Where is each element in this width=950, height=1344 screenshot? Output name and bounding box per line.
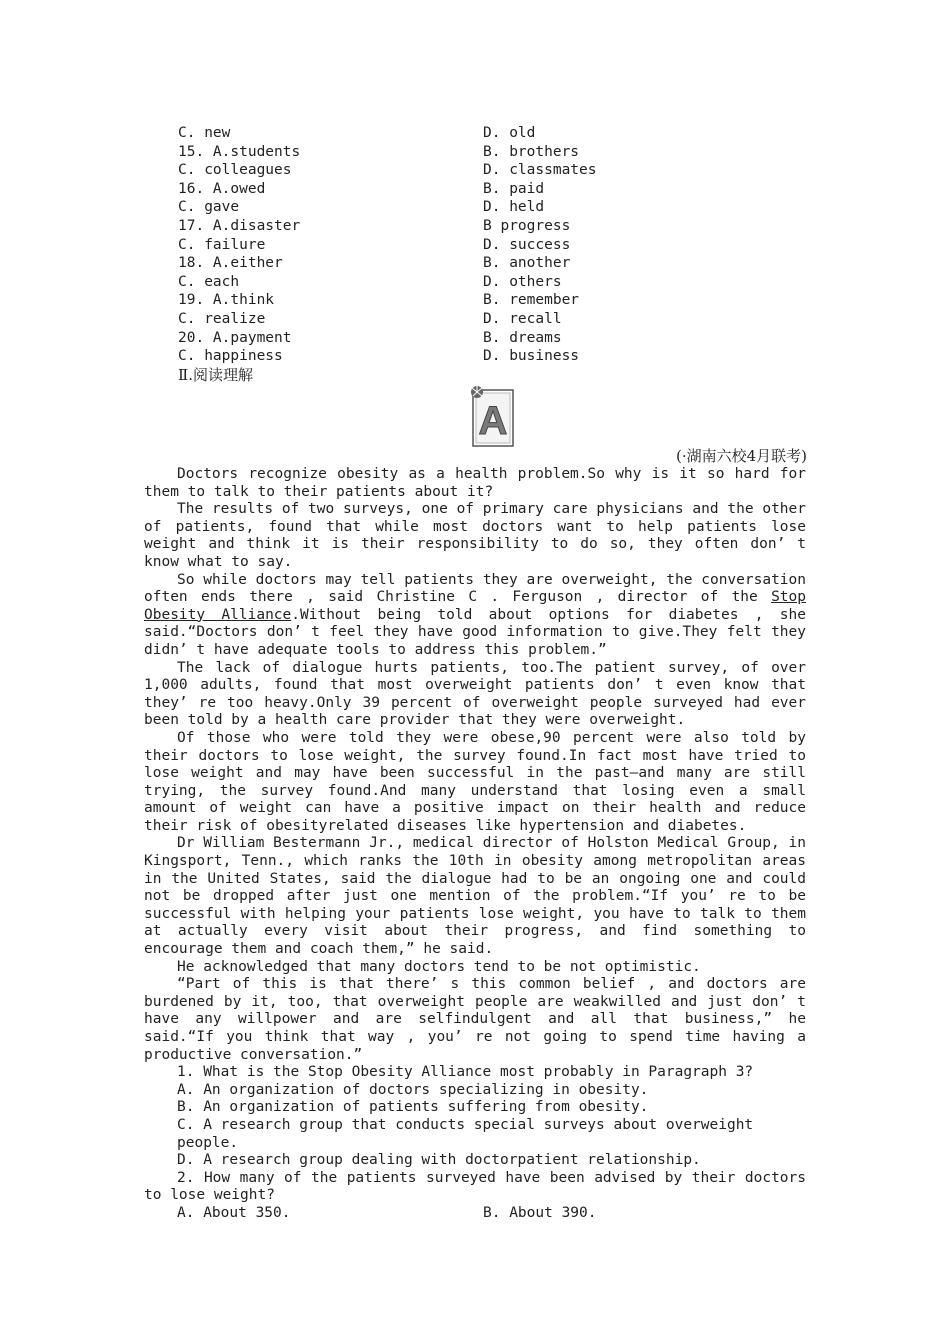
option-right: D. recall (483, 311, 562, 327)
option-right: D. classmates (483, 162, 597, 179)
option-row (0, 310, 950, 328)
option-left: C. gave (178, 199, 240, 216)
option-left: 16. A.owed (178, 180, 266, 197)
badge-letter: A (478, 399, 508, 443)
option-left: C. failure (178, 236, 266, 253)
option-right: B. paid (483, 180, 545, 197)
section-a-badge-icon (469, 384, 517, 448)
option-left: 15. A.students (178, 143, 301, 160)
option-row (0, 198, 950, 216)
question-1-option-a: A. An organization of doctors specializing in obesity. (177, 1081, 649, 1098)
paragraph-3-text-b: .Without being told about options for diabetes , she said.“Doctors don’ t feel they have good information to give.They felt they didn’ t have adequate tools to address this problem.” (144, 606, 806, 658)
paragraph-4: The lack of dialogue hurts patients, too.The patient survey, of over 1,000 adults, found that most overweight patients don’ t even know that they’ re too heavy.Only 39 percent of overweight people surveyed had ever been told by a health care provider that they were overweight. (144, 659, 806, 729)
option-row (0, 236, 950, 254)
option-left: C. each (178, 273, 240, 290)
option-left: C. new (178, 125, 231, 141)
option-row (0, 347, 950, 365)
question-2-option-b: B. About 390. (483, 1204, 597, 1221)
question-1-option-c: C. A research group that conducts special surveys about overweight people. (177, 1116, 754, 1151)
paragraph-3 (144, 572, 806, 660)
option-right: B. another (483, 255, 571, 272)
paragraph-6: Dr William Bestermann Jr., medical director of Holston Medical Group, in Kingsport, Tenn., which ranks the 10th in obesity among metropolitan areas in the United States, said the dialogue had to be an ongoing one and could not be dropped after just one mention of the problem.“If you’ re to be successful with helping your patients lose weight, you have to talk to them at actually every visit about their progress, and find something to encourage them and coach them,” he said. (144, 835, 806, 958)
option-right: B. brothers (483, 143, 580, 160)
option-right: D. business (483, 348, 580, 365)
option-row (0, 180, 950, 198)
stop-obesity-alliance-term: Stop Obesity Alliance (144, 589, 806, 623)
option-right: D. old (483, 125, 536, 141)
option-right: B progress (483, 218, 571, 234)
option-left: 19. A.think (178, 292, 275, 309)
paragraph-1: Doctors recognize obesity as a health problem.So why is it so hard for them to talk to their patients about it? (144, 466, 806, 500)
option-row (0, 273, 950, 291)
option-right: D. success (483, 236, 571, 253)
option-row (0, 143, 950, 161)
question-1-option-d: D. A research group dealing with doctorpatient relationship. (177, 1152, 701, 1169)
option-right: B. remember (483, 292, 580, 309)
question-2-options-row (144, 1205, 806, 1223)
paragraph-5: Of those who were told they were obese,90 percent were also told by their doctors to lose weight, the survey found.In fact most have tried to lose weight and may have been successful in the past—and many are still trying, the survey found.And many understand that losing even a small amount of weight can have a positive impact on their health and reduce their risk of obesityrelated diseases like hypertension and diabetes. (144, 729, 806, 834)
option-left: 18. A.either (178, 255, 283, 272)
source-citation: (·湖南六校4月联考) (675, 447, 807, 465)
option-row (0, 124, 950, 142)
option-right: B. dreams (483, 329, 562, 346)
option-left: C. realize (178, 311, 266, 327)
paragraph-3-text-a: So while doctors may tell patients they are overweight, the conversation often ends there , said Christine C . Ferguson , director of the (144, 571, 806, 606)
paragraph-2: The results of two surveys, one of primary care physicians and the other of patients, found that while most doctors want to help patients lose weight and think it is their responsibility to do so, they often don’ t know what to say. (144, 501, 806, 570)
reading-passage (144, 466, 806, 1223)
option-right: D. held (483, 199, 545, 216)
question-1-stem: 1. What is the Stop Obesity Alliance most probably in Paragraph 3? (177, 1064, 754, 1081)
option-row (0, 329, 950, 347)
option-row (0, 161, 950, 179)
option-row (0, 217, 950, 235)
option-left: 17. A.disaster (178, 218, 301, 234)
option-right: D. others (483, 273, 562, 290)
paragraph-7: He acknowledged that many doctors tend to be not optimistic. (177, 958, 701, 975)
question-2-stem: 2. How many of the patients surveyed have been advised by their doctors to lose weight? (144, 1169, 806, 1204)
question-2-option-a: A. About 350. (177, 1204, 291, 1221)
question-1-option-b: B. An organization of patients suffering from obesity. (177, 1099, 649, 1116)
section-title: Ⅱ.阅读理解 (178, 366, 253, 384)
option-row (0, 254, 950, 272)
option-left: C. happiness (178, 348, 283, 365)
option-left: C. colleagues (178, 162, 292, 179)
option-row (0, 291, 950, 309)
paragraph-8: “Part of this is that there’ s this common belief , and doctors are burdened by it, too, that overweight people are weakwilled and just don’ t have any willpower and are selfindulgent and all that business,” he said.“If you think that way , you’ re not going to spend time having a productive conversation.” (144, 976, 806, 1063)
option-left: 20. A.payment (178, 329, 292, 346)
